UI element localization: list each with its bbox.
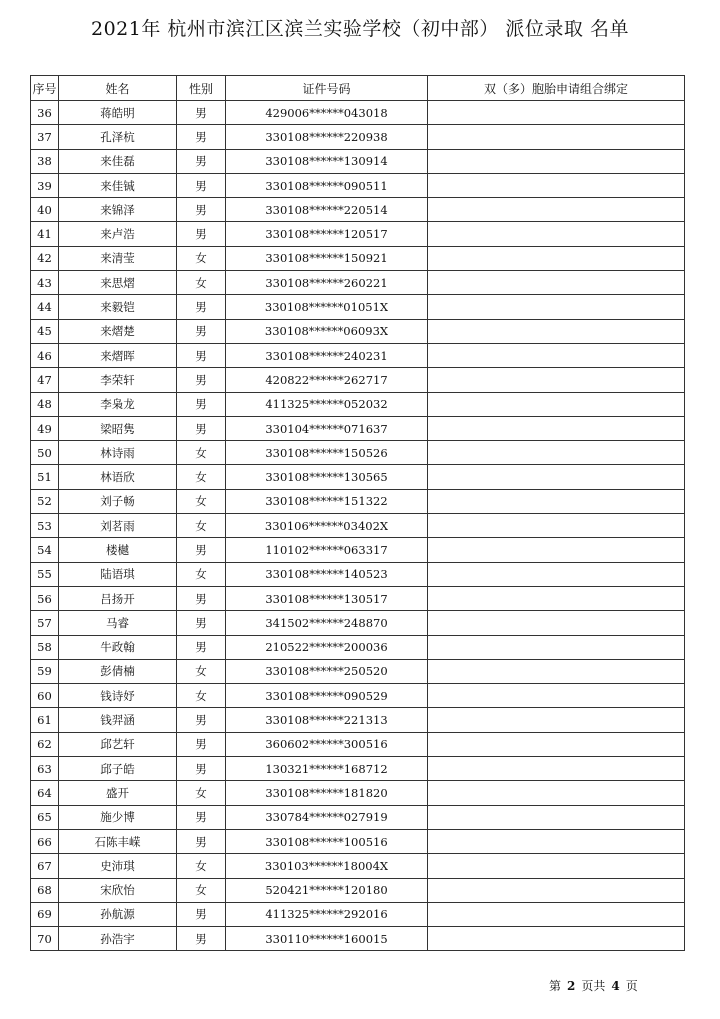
cell-twin-binding xyxy=(428,246,685,270)
cell-gender: 男 xyxy=(177,368,226,392)
cell-id-number: 330108******181820 xyxy=(226,781,428,805)
cell-id-number: 330108******220514 xyxy=(226,198,428,222)
cell-id-number: 330108******100516 xyxy=(226,829,428,853)
cell-name: 来佳铖 xyxy=(59,173,177,197)
cell-serial-number: 52 xyxy=(31,489,59,513)
cell-id-number: 330108******150526 xyxy=(226,441,428,465)
table-row xyxy=(31,586,685,610)
cell-gender: 男 xyxy=(177,416,226,440)
cell-twin-binding xyxy=(428,732,685,756)
cell-twin-binding xyxy=(428,149,685,173)
cell-name: 吕扬开 xyxy=(59,586,177,610)
cell-gender: 男 xyxy=(177,586,226,610)
table-body xyxy=(31,101,685,951)
cell-twin-binding xyxy=(428,562,685,586)
cell-gender: 女 xyxy=(177,659,226,683)
table-row xyxy=(31,708,685,732)
cell-gender: 女 xyxy=(177,514,226,538)
cell-twin-binding xyxy=(428,684,685,708)
cell-twin-binding xyxy=(428,198,685,222)
total-page-count: 4 xyxy=(611,979,620,993)
cell-gender: 男 xyxy=(177,125,226,149)
cell-gender: 男 xyxy=(177,319,226,343)
cell-gender: 女 xyxy=(177,489,226,513)
cell-gender: 男 xyxy=(177,149,226,173)
cell-serial-number: 37 xyxy=(31,125,59,149)
footer-suffix: 页 xyxy=(625,979,638,993)
cell-twin-binding xyxy=(428,319,685,343)
cell-serial-number: 66 xyxy=(31,829,59,853)
cell-id-number: 330108******260221 xyxy=(226,271,428,295)
cell-gender: 男 xyxy=(177,343,226,367)
cell-serial-number: 51 xyxy=(31,465,59,489)
cell-name: 钱羿涵 xyxy=(59,708,177,732)
cell-serial-number: 40 xyxy=(31,198,59,222)
cell-serial-number: 41 xyxy=(31,222,59,246)
cell-serial-number: 61 xyxy=(31,708,59,732)
cell-name: 邱艺轩 xyxy=(59,732,177,756)
cell-gender: 女 xyxy=(177,684,226,708)
cell-serial-number: 47 xyxy=(31,368,59,392)
cell-id-number: 411325******052032 xyxy=(226,392,428,416)
cell-id-number: 520421******120180 xyxy=(226,878,428,902)
cell-id-number: 330106******03402X xyxy=(226,514,428,538)
cell-serial-number: 53 xyxy=(31,514,59,538)
table-row xyxy=(31,635,685,659)
table-row xyxy=(31,368,685,392)
cell-id-number: 330108******151322 xyxy=(226,489,428,513)
cell-serial-number: 69 xyxy=(31,902,59,926)
cell-id-number: 330108******130565 xyxy=(226,465,428,489)
current-page-number: 2 xyxy=(567,979,576,993)
table-row xyxy=(31,246,685,270)
cell-twin-binding xyxy=(428,829,685,853)
cell-twin-binding xyxy=(428,489,685,513)
cell-serial-number: 58 xyxy=(31,635,59,659)
cell-gender: 女 xyxy=(177,246,226,270)
cell-id-number: 330108******120517 xyxy=(226,222,428,246)
header-twin-binding: 双（多）胞胎申请组合绑定 xyxy=(428,76,685,101)
cell-twin-binding xyxy=(428,708,685,732)
cell-twin-binding xyxy=(428,222,685,246)
cell-id-number: 330108******090529 xyxy=(226,684,428,708)
table-row xyxy=(31,684,685,708)
cell-twin-binding xyxy=(428,392,685,416)
table-row xyxy=(31,562,685,586)
cell-name: 来思熠 xyxy=(59,271,177,295)
cell-serial-number: 63 xyxy=(31,757,59,781)
cell-serial-number: 43 xyxy=(31,271,59,295)
table-row xyxy=(31,781,685,805)
cell-id-number: 330108******221313 xyxy=(226,708,428,732)
table-row xyxy=(31,514,685,538)
cell-name: 孙浩宇 xyxy=(59,927,177,951)
cell-serial-number: 45 xyxy=(31,319,59,343)
cell-id-number: 330108******250520 xyxy=(226,659,428,683)
cell-serial-number: 46 xyxy=(31,343,59,367)
cell-serial-number: 38 xyxy=(31,149,59,173)
cell-id-number: 330108******06093X xyxy=(226,319,428,343)
cell-name: 来熠晖 xyxy=(59,343,177,367)
cell-gender: 男 xyxy=(177,902,226,926)
cell-gender: 男 xyxy=(177,173,226,197)
cell-serial-number: 44 xyxy=(31,295,59,319)
cell-serial-number: 54 xyxy=(31,538,59,562)
cell-name: 刘子畅 xyxy=(59,489,177,513)
table-row xyxy=(31,829,685,853)
cell-name: 来毅铠 xyxy=(59,295,177,319)
table-row xyxy=(31,538,685,562)
cell-serial-number: 55 xyxy=(31,562,59,586)
cell-twin-binding xyxy=(428,878,685,902)
cell-gender: 男 xyxy=(177,708,226,732)
cell-id-number: 330108******130517 xyxy=(226,586,428,610)
cell-serial-number: 42 xyxy=(31,246,59,270)
cell-serial-number: 59 xyxy=(31,659,59,683)
cell-twin-binding xyxy=(428,586,685,610)
cell-id-number: 330103******18004X xyxy=(226,854,428,878)
cell-twin-binding xyxy=(428,271,685,295)
table-row xyxy=(31,659,685,683)
cell-id-number: 330108******130914 xyxy=(226,149,428,173)
cell-twin-binding xyxy=(428,781,685,805)
cell-id-number: 330108******01051X xyxy=(226,295,428,319)
admission-table xyxy=(30,75,685,951)
cell-serial-number: 68 xyxy=(31,878,59,902)
document-title: 2021年 杭州市滨江区滨兰实验学校（初中部） 派位录取 名单 xyxy=(91,18,629,40)
cell-name: 林语欣 xyxy=(59,465,177,489)
cell-id-number: 330108******150921 xyxy=(226,246,428,270)
cell-twin-binding xyxy=(428,343,685,367)
cell-twin-binding xyxy=(428,854,685,878)
cell-twin-binding xyxy=(428,635,685,659)
cell-gender: 女 xyxy=(177,781,226,805)
cell-name: 来佳磊 xyxy=(59,149,177,173)
cell-id-number: 210522******200036 xyxy=(226,635,428,659)
cell-gender: 女 xyxy=(177,465,226,489)
cell-serial-number: 39 xyxy=(31,173,59,197)
cell-serial-number: 50 xyxy=(31,441,59,465)
cell-gender: 男 xyxy=(177,635,226,659)
cell-id-number: 330784******027919 xyxy=(226,805,428,829)
cell-gender: 女 xyxy=(177,562,226,586)
table-row xyxy=(31,392,685,416)
cell-twin-binding xyxy=(428,538,685,562)
cell-twin-binding xyxy=(428,125,685,149)
cell-serial-number: 62 xyxy=(31,732,59,756)
table-row xyxy=(31,173,685,197)
cell-name: 陆语琪 xyxy=(59,562,177,586)
cell-name: 来熠楚 xyxy=(59,319,177,343)
cell-serial-number: 67 xyxy=(31,854,59,878)
table-row xyxy=(31,416,685,440)
cell-name: 邱子皓 xyxy=(59,757,177,781)
cell-twin-binding xyxy=(428,902,685,926)
cell-id-number: 330108******140523 xyxy=(226,562,428,586)
cell-twin-binding xyxy=(428,805,685,829)
table-row xyxy=(31,125,685,149)
cell-twin-binding xyxy=(428,465,685,489)
cell-name: 孔泽杭 xyxy=(59,125,177,149)
table-row xyxy=(31,271,685,295)
cell-name: 来清莹 xyxy=(59,246,177,270)
cell-id-number: 330110******160015 xyxy=(226,927,428,951)
header-serial-number: 序号 xyxy=(31,76,59,101)
table-row xyxy=(31,732,685,756)
cell-twin-binding xyxy=(428,611,685,635)
table-row xyxy=(31,441,685,465)
cell-serial-number: 56 xyxy=(31,586,59,610)
page-footer xyxy=(549,977,638,994)
header-id-number: 证件号码 xyxy=(226,76,428,101)
cell-id-number: 341502******248870 xyxy=(226,611,428,635)
table-row xyxy=(31,222,685,246)
cell-name: 来锦泽 xyxy=(59,198,177,222)
cell-name: 史沛琪 xyxy=(59,854,177,878)
table-row xyxy=(31,319,685,343)
cell-name: 宋欣怡 xyxy=(59,878,177,902)
cell-id-number: 110102******063317 xyxy=(226,538,428,562)
cell-twin-binding xyxy=(428,295,685,319)
cell-twin-binding xyxy=(428,173,685,197)
cell-twin-binding xyxy=(428,659,685,683)
table-row xyxy=(31,101,685,125)
cell-name: 梁昭隽 xyxy=(59,416,177,440)
cell-name: 孙航源 xyxy=(59,902,177,926)
table-row xyxy=(31,198,685,222)
cell-twin-binding xyxy=(428,368,685,392)
cell-twin-binding xyxy=(428,927,685,951)
cell-name: 牛政翰 xyxy=(59,635,177,659)
cell-gender: 男 xyxy=(177,538,226,562)
cell-serial-number: 48 xyxy=(31,392,59,416)
cell-twin-binding xyxy=(428,757,685,781)
cell-id-number: 429006******043018 xyxy=(226,101,428,125)
cell-name: 李荣轩 xyxy=(59,368,177,392)
cell-gender: 女 xyxy=(177,854,226,878)
cell-twin-binding xyxy=(428,441,685,465)
header-name: 姓名 xyxy=(59,76,177,101)
cell-gender: 女 xyxy=(177,878,226,902)
table-row xyxy=(31,902,685,926)
cell-name: 蒋皓明 xyxy=(59,101,177,125)
cell-gender: 男 xyxy=(177,198,226,222)
cell-gender: 男 xyxy=(177,611,226,635)
cell-serial-number: 64 xyxy=(31,781,59,805)
cell-twin-binding xyxy=(428,514,685,538)
cell-serial-number: 70 xyxy=(31,927,59,951)
cell-name: 楼樾 xyxy=(59,538,177,562)
cell-name: 彭倩楠 xyxy=(59,659,177,683)
cell-name: 林诗雨 xyxy=(59,441,177,465)
cell-serial-number: 57 xyxy=(31,611,59,635)
cell-id-number: 330108******090511 xyxy=(226,173,428,197)
cell-gender: 男 xyxy=(177,927,226,951)
cell-twin-binding xyxy=(428,101,685,125)
cell-serial-number: 36 xyxy=(31,101,59,125)
cell-name: 石陈丰嵘 xyxy=(59,829,177,853)
cell-name: 李枭龙 xyxy=(59,392,177,416)
cell-serial-number: 60 xyxy=(31,684,59,708)
cell-gender: 女 xyxy=(177,441,226,465)
table-header-row xyxy=(31,76,685,101)
header-gender: 性别 xyxy=(177,76,226,101)
table-row xyxy=(31,489,685,513)
cell-serial-number: 49 xyxy=(31,416,59,440)
cell-gender: 女 xyxy=(177,271,226,295)
table-row xyxy=(31,611,685,635)
cell-id-number: 420822******262717 xyxy=(226,368,428,392)
cell-gender: 男 xyxy=(177,829,226,853)
table-row xyxy=(31,465,685,489)
cell-twin-binding xyxy=(428,416,685,440)
table-row xyxy=(31,854,685,878)
cell-gender: 男 xyxy=(177,222,226,246)
cell-id-number: 330104******071637 xyxy=(226,416,428,440)
table-row xyxy=(31,149,685,173)
cell-name: 来卢浩 xyxy=(59,222,177,246)
cell-gender: 男 xyxy=(177,392,226,416)
table-row xyxy=(31,805,685,829)
table-row xyxy=(31,927,685,951)
cell-serial-number: 65 xyxy=(31,805,59,829)
cell-name: 钱诗妤 xyxy=(59,684,177,708)
cell-name: 马睿 xyxy=(59,611,177,635)
cell-gender: 男 xyxy=(177,101,226,125)
table-row xyxy=(31,757,685,781)
cell-name: 施少博 xyxy=(59,805,177,829)
cell-gender: 男 xyxy=(177,732,226,756)
table-row xyxy=(31,295,685,319)
cell-name: 刘茗雨 xyxy=(59,514,177,538)
footer-middle: 页共 xyxy=(581,979,606,993)
table-row xyxy=(31,878,685,902)
cell-id-number: 330108******240231 xyxy=(226,343,428,367)
footer-prefix: 第 xyxy=(549,979,562,993)
cell-id-number: 330108******220938 xyxy=(226,125,428,149)
cell-id-number: 360602******300516 xyxy=(226,732,428,756)
cell-id-number: 130321******168712 xyxy=(226,757,428,781)
cell-gender: 男 xyxy=(177,805,226,829)
table-row xyxy=(31,343,685,367)
cell-gender: 男 xyxy=(177,295,226,319)
cell-gender: 男 xyxy=(177,757,226,781)
cell-name: 盛开 xyxy=(59,781,177,805)
cell-id-number: 411325******292016 xyxy=(226,902,428,926)
